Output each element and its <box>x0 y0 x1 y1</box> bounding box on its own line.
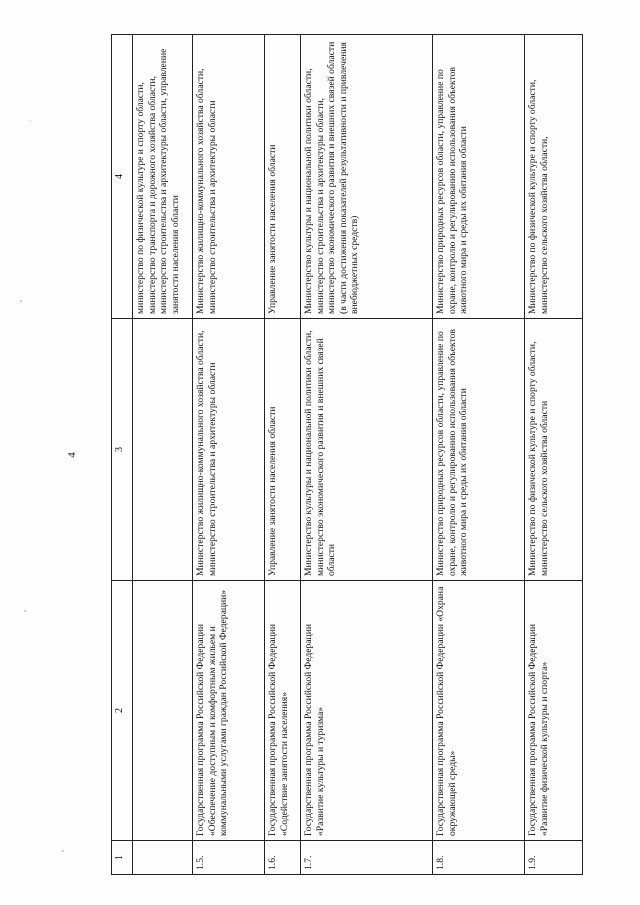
page-number: 4 <box>66 452 78 458</box>
responsible-col3: Министерство культуры и национальной политики области, министерство экономического развития и внешних связей области <box>301 319 433 581</box>
programs-table <box>111 34 583 875</box>
header-col-1: 1 <box>112 841 133 875</box>
table-row <box>301 35 433 875</box>
table-header-row <box>112 35 133 875</box>
program-name: Государственная программа Российской Федерации «Развитие культуры и туризма» <box>301 581 433 841</box>
table-row <box>133 35 193 875</box>
scan-speck <box>30 120 31 121</box>
responsible-col3 <box>133 319 193 581</box>
program-name: Государственная программа Российской Федерации «Содействие занятости населения» <box>265 581 301 841</box>
responsible-col4: Министерство по физической культуре и спорту области, министерство сельского хозяйства области, <box>525 35 583 319</box>
programs-table-wrapper <box>111 35 583 875</box>
table-row <box>193 35 265 875</box>
responsible-col4: Министерство природных ресурсов области, управление по охране, контролю и регулированию использования объектов животного мира и среды их обитания области <box>433 35 525 319</box>
scan-speck <box>20 300 22 302</box>
header-col-2: 2 <box>112 581 133 841</box>
scan-speck <box>24 610 26 612</box>
responsible-col3: Министерство природных ресурсов области, управление по охране, контролю и регулированию использования объектов животного мира и среды их обитания области <box>433 319 525 581</box>
program-name: Государственная программа Российской Федерации «Развитие физической культуры и спорта» <box>525 581 583 841</box>
table-row <box>433 35 525 875</box>
row-number <box>133 841 193 875</box>
responsible-col4: министерство по физической культуре и спорту области, министерство транспорта и дорожного хозяйства области, министерство строительства и архитектуры области, управление занятости населения области <box>133 35 193 319</box>
scan-speck <box>62 850 64 852</box>
row-number: 1.7. <box>301 841 433 875</box>
rotated-table-area <box>111 35 583 875</box>
responsible-col4: Министерство культуры и национальной политики области, министерство строительства и архитектуры области, министерство экономического развития и внешних связей области (в части достижения показателей результативности и привлечения внебюджетных средств) <box>301 35 433 319</box>
header-col-3: 3 <box>112 319 133 581</box>
program-name: Государственная программа Российской Федерации «Охрана окружающей среды» <box>433 581 525 841</box>
table-row <box>265 35 301 875</box>
responsible-col3: Министерство по физической культуре и спорту области, министерство сельского хозяйства области <box>525 319 583 581</box>
row-number: 1.9. <box>525 841 583 875</box>
responsible-col4: Управление занятости населения области <box>265 35 301 319</box>
row-number: 1.8. <box>433 841 525 875</box>
responsible-col4: Министерство жилищно-коммунального хозяйства области, министерство строительства и архитектуры области <box>193 35 265 319</box>
header-col-4: 4 <box>112 35 133 319</box>
program-name: Государственная программа Российской Федерации «Обеспечение доступным и комфортным жильем и коммунальными услугами граждан Российской Федерации» <box>193 581 265 841</box>
responsible-col3: Управление занятости населения области <box>265 319 301 581</box>
program-name <box>133 581 193 841</box>
responsible-col3: Министерство жилищно-коммунального хозяйства области, министерство строительства и архитектуры области <box>193 319 265 581</box>
table-row <box>525 35 583 875</box>
row-number: 1.5. <box>193 841 265 875</box>
row-number: 1.6. <box>265 841 301 875</box>
